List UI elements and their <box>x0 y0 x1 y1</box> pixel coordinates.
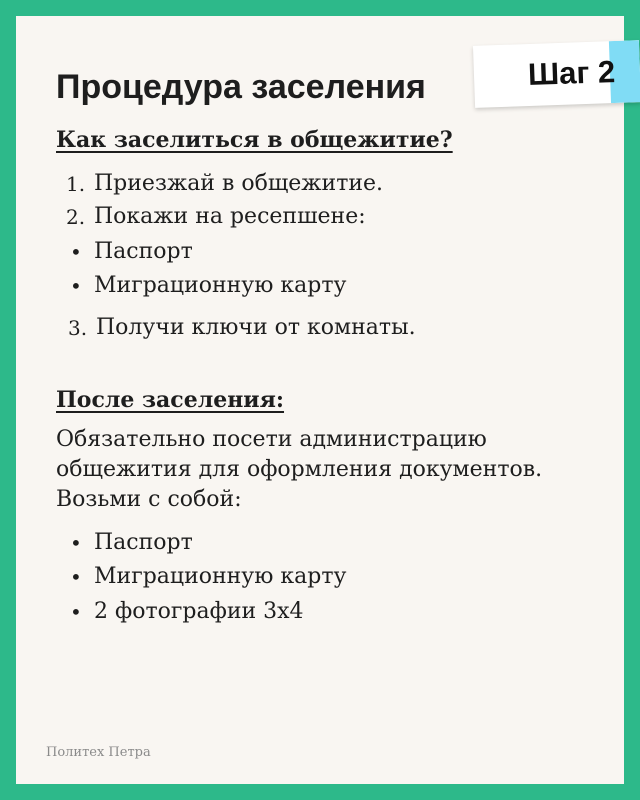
bullet-icon: • <box>70 531 82 555</box>
document-item: Паспорт <box>94 239 193 264</box>
bullet-icon: • <box>70 565 82 589</box>
step-badge <box>473 40 640 108</box>
step-badge-label: Шаг 2 <box>527 53 616 93</box>
bullet-icon: • <box>70 274 82 298</box>
bring-item: Миграционную карту <box>94 564 347 589</box>
bullet-icon: • <box>70 600 82 624</box>
step-number: 1. <box>66 172 86 196</box>
step-text: Приезжай в общежитие. <box>94 171 384 196</box>
footer-brand: Политех Петра <box>46 745 151 760</box>
checkin-heading: Как заселиться в общежитие? <box>56 127 453 153</box>
step-number: 2. <box>66 205 86 229</box>
after-checkin-paragraph <box>56 425 636 515</box>
step-text: Покажи на ресепшене: <box>94 204 366 229</box>
document-item: Миграционную карту <box>94 273 347 298</box>
step-text: Получи ключи от комнаты. <box>96 315 416 340</box>
paragraph-line: общежития для оформления документов. <box>56 457 543 482</box>
after-checkin-heading: После заселения: <box>56 387 285 413</box>
paragraph-line: Возьми с собой: <box>56 487 242 512</box>
bullet-icon: • <box>70 240 82 264</box>
paragraph-line: Обязательно посети администрацию <box>56 427 487 452</box>
step-number: 3. <box>68 316 88 340</box>
bring-item: 2 фотографии 3x4 <box>94 599 304 624</box>
bring-item: Паспорт <box>94 530 193 555</box>
page-title: Процедура заселения <box>56 68 426 106</box>
